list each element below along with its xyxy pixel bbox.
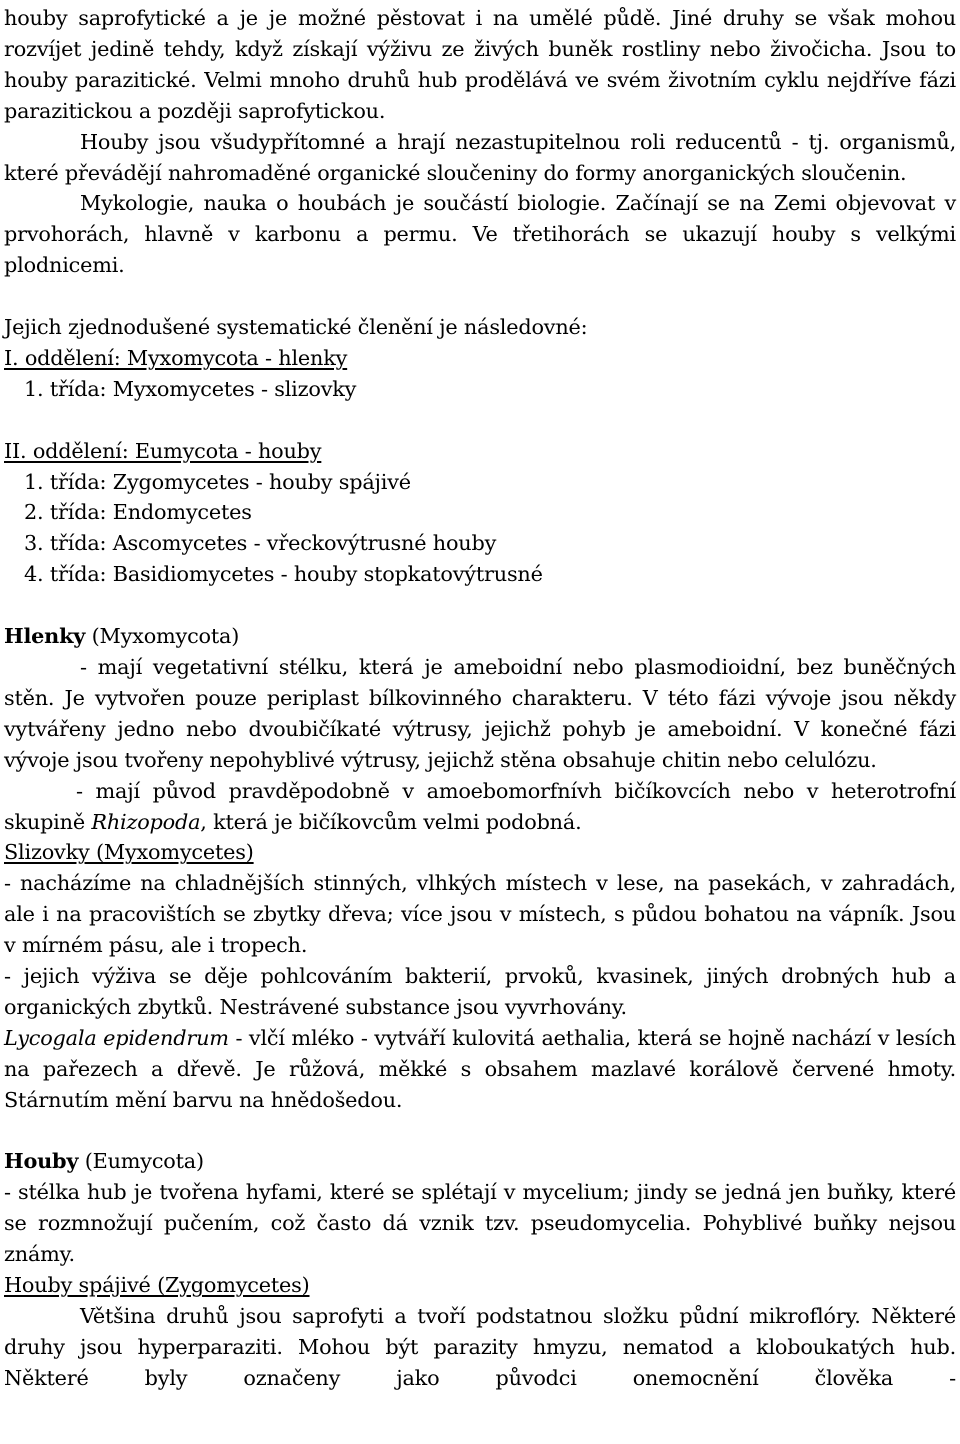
division-2-class: 3. třída: Ascomycetes - vřeckovýtrusné houby <box>24 531 497 556</box>
intro-paragraph-3: Mykologie, nauka o houbách je součástí biologie. Začínají se na Zemi objevovat v prvohorách, hlavně v karbonu a permu. Ve třetihorách se ukazují houby s velkými plodnicemi. <box>4 191 956 278</box>
hlenky-paragraph-1: - mají vegetativní stélku, která je ameboidní nebo plasmodioidní, bez buněčných stěn. Je vytvořen pouze periplast bílkovinného charakteru. V této fázi vývoje jsou někdy vytvářeny jedno nebo dvoubičíkaté výtrusy, jejichž pohyb je ameboidní. V konečné fázi vývoje jsou tvořeny nepohyblivé výtrusy, jejichž stěna obsahuje chitin nebo celulózu. <box>4 654 956 772</box>
division-2-class: 1. třída: Zygomycetes - houby spájivé <box>24 469 411 494</box>
slizovky-heading: Slizovky (Myxomycetes) <box>4 840 254 865</box>
houby-heading-rest: (Eumycota) <box>78 1149 204 1174</box>
hlenky-heading-bold: Hlenky <box>4 623 86 649</box>
spacer <box>4 1116 956 1147</box>
systematics-section <box>4 312 956 590</box>
division-2-class: 4. třída: Basidiomycetes - houby stopkatovýtrusné <box>24 562 543 587</box>
spacer <box>4 590 956 621</box>
hlenky-heading <box>4 621 956 652</box>
hlenky-paragraph-2-italic: Rhizopoda <box>91 809 201 834</box>
division-1-class: 1. třída: Myxomycetes - slizovky <box>24 376 357 401</box>
houby-heading <box>4 1146 956 1177</box>
spajive-heading: Houby spájivé (Zygomycetes) <box>4 1273 310 1298</box>
slizovky-paragraph-3 <box>4 1023 956 1116</box>
division-2: II. oddělení: Eumycota - houby <box>4 438 322 463</box>
slizovky-paragraph-1: - nacházíme na chladnějších stinných, vlhkých místech v lese, na pasekách, v zahradách, ale i na pracovištích se zbytky dřeva; více jsou v místech, s půdou bohatou na vápník. Jsou v mírném pásu, ale i tropech. <box>4 871 956 958</box>
houby-paragraph-1: - stélka hub je tvořena hyfami, které se splétají v mycelium; jindy se jedná jen buňky, které se rozmnožují pučením, což často dá vznik tzv. pseudomycelia. Pohyblivé buňky nejsou známy. <box>4 1180 956 1267</box>
houby-heading-bold: Houby <box>4 1148 79 1174</box>
spacer <box>4 281 956 312</box>
slizovky-paragraph-3-italic: Lycogala epidendrum <box>4 1025 229 1050</box>
slizovky-paragraph-3-rest: - vlčí mléko - vytváří kulovitá aethalia, která se hojně nachází v lesích na pařezech a dřevě. Je růžová, měkké s obsahem mazlavé korálově červené hmoty. Stárnutím mění barvu na hnědošedou. <box>4 1025 956 1112</box>
spajive-paragraph-1: Většina druhů jsou saprofyti a tvoří podstatnou složku půdní mikroflóry. Některé druhy jsou hyperparaziti. Mohou být parazity hmyzu, nematod a kloboukatých hub. Některé byly označeny jako původci onemocnění člověka - <box>4 1304 956 1390</box>
hlenky-paragraph-2-b: , která je bičíkovcům velmi podobná. <box>200 809 582 834</box>
intro-paragraph-2: Houby jsou všudypřítomné a hrají nezastupitelnou roli reducentů - tj. organismů, které převádějí nahromaděné organické sloučeniny do formy anorganických sloučenin. <box>4 129 956 185</box>
hlenky-heading-rest: (Myxomycota) <box>85 624 240 649</box>
intro-paragraph-1: houby saprofytické a je je možné pěstovat i na umělé půdě. Jiné druhy se však mohou rozvíjet jedině tehdy, když získají výživu ze živých buněk rostliny nebo živočicha. Jsou to houby parazitické. Velmi mnoho druhů hub prodělává ve svém životním cyklu nejdříve fázi parazitickou a později saprofytickou. <box>4 6 956 123</box>
slizovky-paragraph-2: - jejich výživa se děje pohlcováním bakterií, prvoků, kvasinek, jiných drobných hub a organických zbytků. Nestrávené substance jsou vyvrhovány. <box>4 964 956 1019</box>
spacer <box>4 405 956 436</box>
systematics-heading: Jejich zjednodušené systematické členění je následovné: <box>4 315 588 340</box>
division-2-class: 2. třída: Endomycetes <box>24 500 252 525</box>
hlenky-paragraph-2-a: - mají původ pravděpodobně v amoebomorfnívh bičíkovcích nebo v heterotrofní skupině <box>4 778 956 834</box>
hlenky-paragraph-2 <box>4 776 956 838</box>
division-1: I. oddělení: Myxomycota - hlenky <box>4 345 348 370</box>
